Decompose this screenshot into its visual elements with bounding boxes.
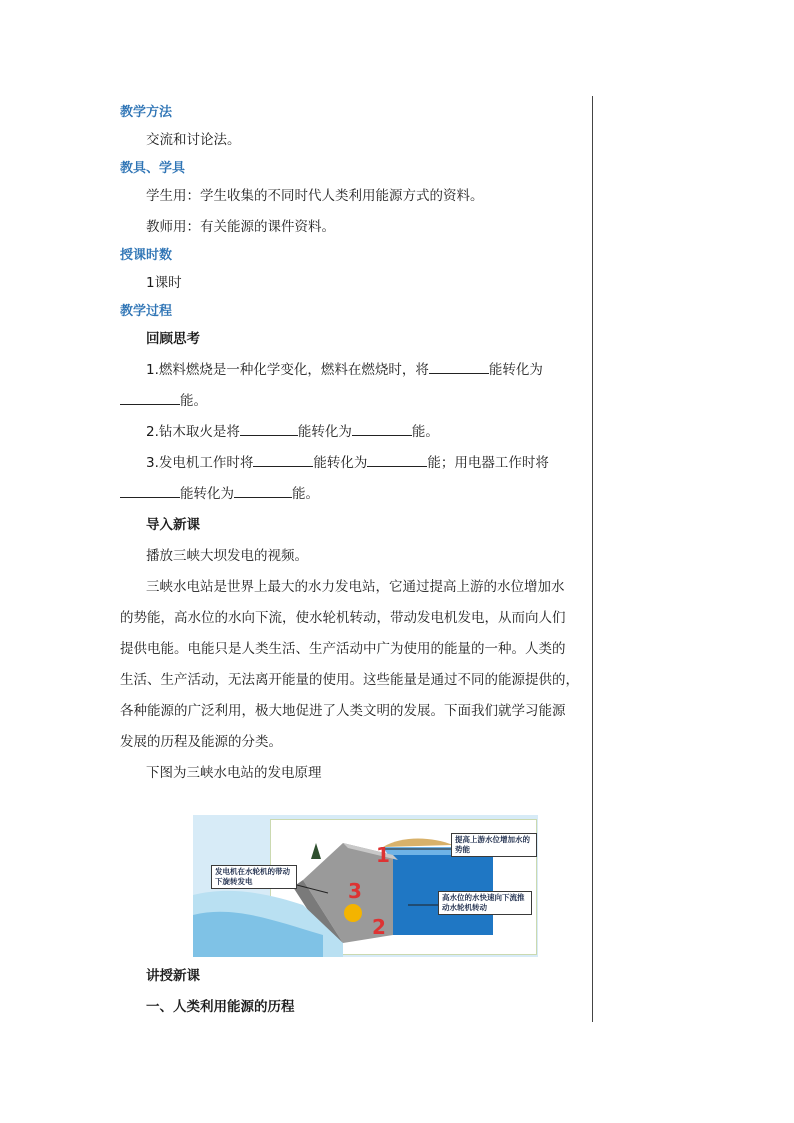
turbine-shape: [344, 904, 362, 922]
step-number-3: 3: [348, 879, 362, 903]
question-1: 1.燃料燃烧是一种化学变化，燃料在燃烧时，将 能转化为: [146, 362, 543, 378]
review-title: 回顾思考: [146, 331, 200, 347]
step-number-2: 2: [372, 915, 386, 939]
answer-blank[interactable]: [120, 484, 180, 498]
question-2: 2.钻木取火是将 能转化为 能。: [146, 424, 439, 440]
question-3-cont: 能转化为 能。: [120, 479, 585, 510]
figure-caption: 下图为三峡水电站的发电原理: [146, 765, 322, 781]
time-text: 1课时: [146, 275, 182, 291]
right-margin-line: [592, 96, 593, 1022]
section-title-method: 教学方法: [120, 105, 173, 120]
answer-blank[interactable]: [253, 453, 313, 467]
tools-teacher: 教师用：有关能源的课件资料。: [146, 219, 335, 235]
section-title-process: 教学过程: [120, 304, 173, 319]
tools-student: 学生用：学生收集的不同时代人类利用能源方式的资料。: [146, 188, 484, 204]
answer-blank[interactable]: [352, 422, 412, 436]
intro-title: 导入新课: [146, 517, 200, 533]
answer-blank[interactable]: [234, 484, 292, 498]
answer-blank[interactable]: [120, 391, 180, 405]
lecture-subtitle: 一、人类利用能源的历程: [146, 999, 295, 1015]
intro-para-line: 发展的历程及能源的分类。: [120, 734, 282, 750]
lesson-content: [120, 100, 585, 789]
intro-para-line: 各种能源的广泛利用，极大地促进了人类文明的发展。下面我们就学习能源: [120, 703, 566, 719]
hydropower-diagram: [193, 815, 538, 957]
intro-para-line: 三峡水电站是世界上最大的水力发电站，它通过提高上游的水位增加水: [146, 579, 565, 595]
intro-para-line: 提供电能。电能只是人类生活、生产活动中广为使用的能量的一种。人类的: [120, 641, 566, 657]
lecture-title: 讲授新课: [146, 968, 200, 984]
section-title-time: 授课时数: [120, 248, 173, 263]
answer-blank[interactable]: [367, 453, 427, 467]
callout-step-3: 发电机在水轮机的带动下旋转发电: [211, 865, 297, 889]
callout-step-1: 提高上游水位增加水的势能: [451, 833, 537, 857]
answer-blank[interactable]: [429, 360, 489, 374]
section-title-tools: 教具、学具: [120, 161, 186, 176]
answer-blank[interactable]: [240, 422, 298, 436]
intro-para-line: 的势能，高水位的水向下流，使水轮机转动，带动发电机发电，从而向人们: [120, 610, 566, 626]
question-3: 3.发电机工作时将 能转化为 能；用电器工作时将: [146, 455, 549, 471]
step-number-1: 1: [376, 843, 390, 867]
question-1-cont: 能。: [120, 386, 585, 417]
method-text: 交流和讨论法。: [146, 132, 241, 148]
callout-step-2: 高水位的水快速向下流推动水轮机转动: [438, 891, 532, 915]
tree-shape: [311, 843, 321, 859]
intro-para-line: 生活、生产活动，无法离开能量的使用。这些能量是通过不同的能源提供的，: [120, 672, 579, 688]
hill-shape: [383, 839, 453, 848]
intro-video: 播放三峡大坝发电的视频。: [146, 548, 308, 564]
